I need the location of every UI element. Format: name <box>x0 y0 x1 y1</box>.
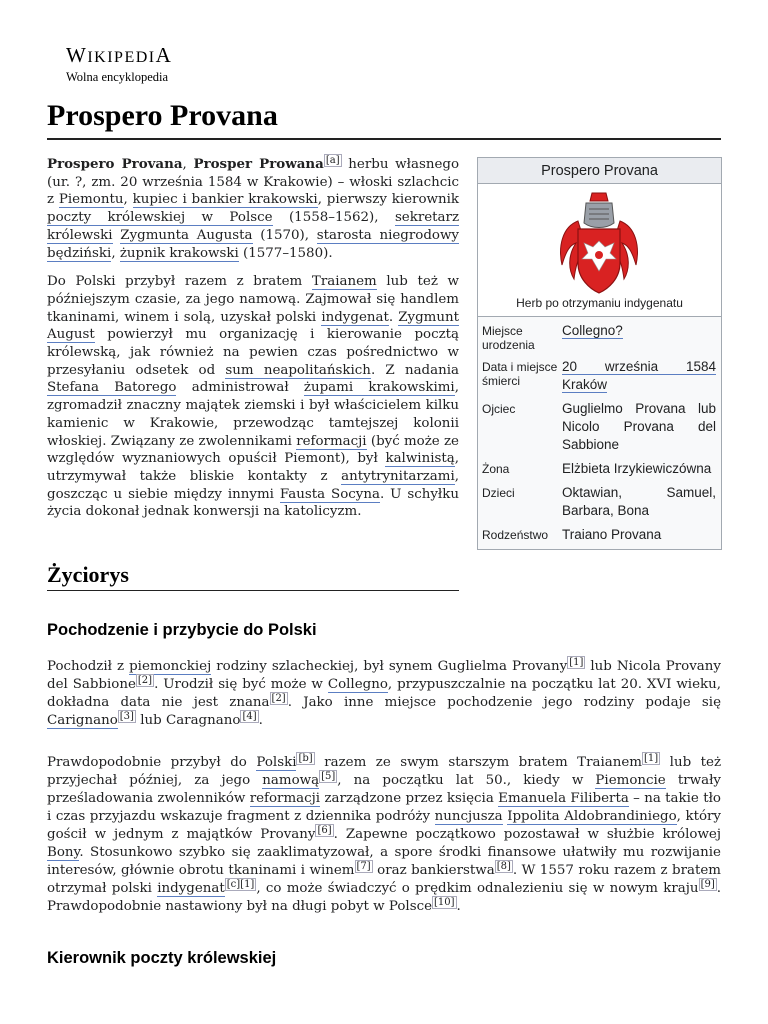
link-socyn[interactable]: Fausta Socyna <box>279 486 380 502</box>
link-carignano[interactable]: Carignano <box>47 713 118 728</box>
footnote-ref[interactable]: [10] <box>434 896 455 908</box>
link-indygenat[interactable]: indygenat <box>321 309 389 325</box>
footnote-ref[interactable]: [9] <box>700 878 715 890</box>
infobox-row: Data i miejsce śmierci 20 września 1584 Kraków <box>482 359 716 392</box>
footnote-ref[interactable]: [a] <box>325 154 340 166</box>
logo-wordmark: WIKIPEDIA <box>66 43 173 67</box>
link-indygenat-2[interactable]: indygenat <box>157 881 225 896</box>
lead-paragraph-1: Prospero Provana, Prosper Prowana [a] herbu własnego (ur. ?, zm. 20 września 1584 w Krakowie) – włoski szlachcic z Piemontu, kupiec i bankier krakowski, pierwszy kierownik poczty królewskiej w Polsce (1558–1562), sekretarz królewski Zygmunta Augusta (1570), starosta niegrodowy będziński, żupnik krakowski (1577–1580). <box>47 154 460 261</box>
link-polska[interactable]: Polski <box>256 755 297 770</box>
infobox <box>477 157 722 550</box>
link-batory[interactable]: Stefana Batorego <box>47 380 177 396</box>
body-paragraph-1: Pochodził z piemonckiej rodziny szlacheckiej, był synem Guglielma Provany [1] lub Nicola Provany del Sabbione [2] . Urodził się być może w Collegno, przypuszczalnie na początku lat 20. XVI wieku, dokładna data nie jest znana [2] . Jako inne miejsce pochodzenie jego rodziny podaje się Carignano [3] lub Caragnano [4] . <box>47 656 722 728</box>
infobox-row: Ojciec Guglielmo Provana lub Nicolo Provana del Sabbione <box>482 401 716 452</box>
link-bona[interactable]: Bony <box>47 845 80 860</box>
page-title: Prospero Provana <box>47 96 721 140</box>
infobox-title: Prospero Provana <box>478 158 721 184</box>
link-namowa[interactable]: namową <box>262 773 320 788</box>
body-paragraph-2: Prawdopodobnie przybył do Polski [b] razem ze swym starszym bratem Traianem [1] lub też przyjechał później, za jego namową [5] , na początku lat 50., kiedy w Piemoncie trwały prześladowania zwolenników reformacji zarządzone przez księcia Emanuela Filiberta – na takie tło i czas przyjazdu wskazuje fragment z dziennika podróży nuncjusza Ippolita Aldobrandiniego, który gościł w jednym z majątków Provany [6] . Zapewne początkowo pozostawał w służbie królowej Bony. Stosunkowo szybko się zaaklimatyzował, a spore środki finansowe ułatwiły mu rozwijanie interesów, głównie obrotu tkaninami i winem [7] oraz bankierstwa [8] . W 1557 roku razem z bratem otrzymał polski indygenat [c][1] , co może świadczyć o prędkim odnalezieniu się w nowym kraju [9] . Prawdopodobnie nastawiony był na długi pobyt w Polsce [10] . <box>47 752 722 914</box>
coat-of-arms-icon <box>556 189 642 297</box>
lead-paragraph-2: Do Polski przybył razem z bratem Traianem lub też w późniejszym czasie, za jego namową. Zajmował się handlem tkaninami, winem i solą, uzyskał polski indygenat. Zygmunt August powierzył mu organizację i kierowanie pocztą królewską, jak również na pewien czas pośrednictwo w przesyłaniu odsetek od sum neapolitańskich. Z nadania Stefana Batorego administrował żupami krakowskimi, zgromadził znaczny majątek ziemski i był właścicielem kilku kamienic w Krakowie, przewodząc tamtejszej kolonii włoskiej. Związany ze zwolennikami reformacji (być może ze względów wyznaniowych opuścił Piemont), był kalwinistą, utrzymywał także bliskie kontakty z antytrynitarzami, goszcząc u siebie między innymi Fausta Socyna. U schyłku życia dokonał jednak konwersji na katolicyzm. <box>47 274 459 520</box>
section-heading-zyciorys: Życiorys <box>47 560 459 591</box>
bold-name: Prospero Provana <box>47 156 183 172</box>
coat-of-arms-image[interactable] <box>478 184 721 317</box>
link-piemont[interactable]: Piemontu <box>58 192 124 208</box>
link-sumy[interactable]: sum neapolitańskich <box>225 362 371 378</box>
link-reformacja-2[interactable]: reformacji <box>249 791 321 806</box>
logo-tagline: Wolna encyklopedia <box>66 70 169 84</box>
image-caption: Herb po otrzymaniu indygenatu <box>516 296 683 310</box>
lead-section <box>47 156 459 532</box>
footnote-ref[interactable]: [8] <box>496 860 511 872</box>
link-piemont-2[interactable]: Piemoncie <box>595 773 666 788</box>
link-zygmunt-august[interactable]: Zygmunta Augusta <box>120 227 253 243</box>
link-piemoncka[interactable]: piemonckiej <box>129 659 212 674</box>
footnote-ref[interactable]: [7] <box>356 860 371 872</box>
footnote-ref[interactable]: [2] <box>137 674 153 686</box>
footnote-ref[interactable]: [c][1] <box>226 878 255 890</box>
subsection-heading-pochodzenie: Pochodzenie i przybycie do Polski <box>47 621 317 639</box>
link-zupy[interactable]: żupami krakowskimi <box>303 380 455 396</box>
link-kupiec[interactable]: kupiec i bankier krakowski <box>132 192 318 208</box>
infobox-row: Żona Elżbieta Irzykiewiczówna <box>482 461 712 476</box>
infobox-row: Rodzeństwo Traiano Provana <box>482 527 662 542</box>
footnote-ref[interactable]: [1] <box>569 656 584 668</box>
footnote-ref[interactable]: [3] <box>119 710 134 722</box>
link-reformacja[interactable]: reformacji <box>296 433 367 449</box>
link-nuncjusz[interactable]: nuncjusza <box>434 809 503 824</box>
link-sekretarz[interactable]: sekretarz królewski <box>47 210 459 243</box>
link-kalwinizm[interactable]: kalwinistą <box>385 451 455 467</box>
link-poczta[interactable]: poczty królewskiej w Polsce <box>47 210 273 226</box>
footnote-ref[interactable]: [b] <box>298 752 313 764</box>
subsection-heading-kierownik: Kierownik poczty królewskiej <box>47 949 277 967</box>
bold-alt-name: Prosper Prowana <box>193 156 324 172</box>
footnote-ref[interactable]: [5] <box>321 770 336 782</box>
link-emanuel-filibert[interactable]: Emanuela Filiberta <box>498 791 629 806</box>
link-traian[interactable]: Traianem <box>311 274 377 290</box>
wikipedia-logo[interactable] <box>66 44 172 84</box>
link-collegno[interactable]: Collegno <box>327 677 388 692</box>
link-zygmunt-august-2[interactable]: Zygmunt August <box>47 309 459 343</box>
footnote-ref[interactable]: [1] <box>643 752 659 764</box>
link-bedzinski[interactable]: będziński <box>47 245 112 261</box>
footnote-ref[interactable]: [6] <box>317 824 332 836</box>
link-death-date[interactable]: 20 września 1584 Kraków <box>562 359 716 392</box>
footnote-ref[interactable]: [4] <box>242 710 257 722</box>
infobox-row: Dzieci Oktawian, Samuel, Barbara, Bona <box>482 485 716 518</box>
link-aldobrandini[interactable]: Ippolita Aldobrandiniego <box>507 809 677 824</box>
link-starosta[interactable]: starosta niegrodowy <box>316 227 459 243</box>
link-collegno-birthplace[interactable]: Collegno? <box>562 323 623 338</box>
link-zupnik[interactable]: żupnik krakowski <box>119 245 239 261</box>
footnote-ref[interactable]: [2] <box>271 692 286 704</box>
link-antytrynitarze[interactable]: antytrynitarzami <box>341 468 455 484</box>
infobox-row: Miejsce urodzenia Collegno? <box>482 323 623 352</box>
